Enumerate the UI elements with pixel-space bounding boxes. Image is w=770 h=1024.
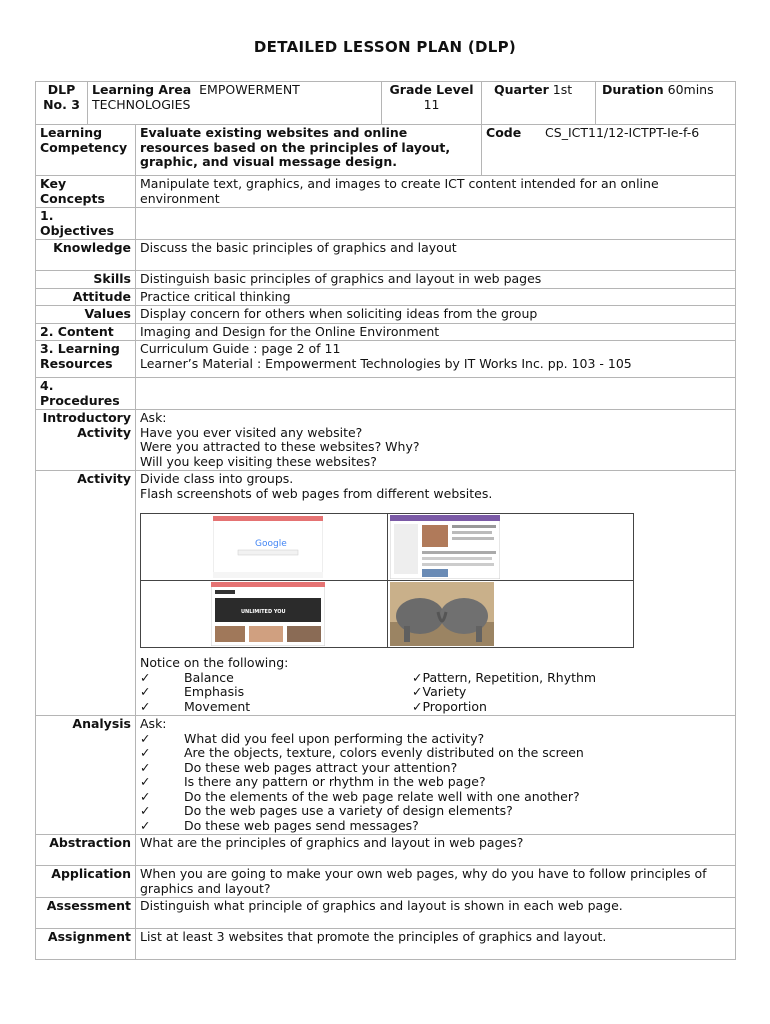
grade-cell <box>382 82 482 125</box>
skills-label: Skills <box>36 271 136 289</box>
procedures-row <box>36 378 736 410</box>
assessment-label: Assessment <box>36 898 136 929</box>
resources-label: 3. Learning Resources <box>36 341 136 378</box>
application-row <box>36 866 736 898</box>
screenshot-gallery <box>140 513 634 648</box>
values-label: Values <box>36 306 136 324</box>
check-icon: ✓ <box>140 669 151 685</box>
analysis-row <box>36 716 736 835</box>
banner-text: UNLIMITED YOU <box>241 609 286 615</box>
assignment-label: Assignment <box>36 929 136 960</box>
intro-line: Were you attracted to these websites? Why? <box>140 439 420 454</box>
grade-label: Grade Level <box>389 82 474 97</box>
analysis-item <box>140 804 731 819</box>
analysis-text: Are the objects, texture, colors evenly distributed on the screen <box>184 745 584 760</box>
resources-row <box>36 341 736 378</box>
analysis-item <box>140 732 731 747</box>
notice-item: Proportion <box>422 698 487 714</box>
page-title: DETAILED LESSON PLAN (DLP) <box>253 38 517 56</box>
grade-value: 11 <box>423 96 440 112</box>
key-concepts-text: Manipulate text, graphics, and images to create ICT content intended for an online environment <box>136 176 736 208</box>
notice-title: Notice on the following: <box>140 655 289 670</box>
header-row <box>36 82 736 125</box>
analysis-text: Do the web pages use a variety of design elements? <box>184 803 513 818</box>
analysis-text: Do these web pages attract your attention? <box>184 759 458 775</box>
activity-line: Flash screenshots of web pages from different websites. <box>140 485 493 501</box>
check-icon: ✓ <box>140 788 151 804</box>
elephants-image <box>390 582 494 646</box>
code-cell <box>482 125 736 176</box>
analysis-label: Analysis <box>36 716 136 835</box>
quarter-label: Quarter <box>494 82 549 97</box>
abstraction-row <box>36 835 736 866</box>
check-icon: ✓ <box>140 759 151 775</box>
quarter-value: 1st <box>552 82 573 97</box>
check-icon: ✓ <box>140 817 151 833</box>
code-label: Code <box>486 125 522 140</box>
check-icon: ✓ <box>140 698 151 714</box>
key-concepts-row <box>36 176 736 208</box>
check-icon: ✓ <box>140 730 151 746</box>
google-logo: Google <box>255 539 287 549</box>
objectives-label: 1. Objectives <box>36 208 136 240</box>
key-concepts-label: Key Concepts <box>36 176 136 208</box>
assignment-row <box>36 929 736 960</box>
competency-row <box>36 125 736 176</box>
intro-line: Have you ever visited any website? <box>140 424 363 440</box>
content-text: Imaging and Design for the Online Environment <box>136 323 736 341</box>
abstraction-text: What are the principles of graphics and layout in web pages? <box>136 835 736 866</box>
duration-label: Duration <box>602 82 664 97</box>
intro-cell <box>136 410 736 471</box>
objectives-row <box>36 208 736 240</box>
assessment-row <box>36 898 736 929</box>
check-icon: ✓ <box>140 684 151 699</box>
analysis-ask: Ask: <box>140 716 167 731</box>
resources-line-2: Learner’s Material : Empowerment Technologies by IT Works Inc. pp. 103 - 105 <box>140 355 632 371</box>
procedures-label: 4. Procedures <box>36 378 136 410</box>
activity-cell <box>136 471 736 716</box>
activity-label: Activity <box>36 471 136 716</box>
check-icon: ✓ <box>412 669 423 685</box>
analysis-text: Do the elements of the web page relate well with one another? <box>184 788 580 804</box>
duration-cell <box>596 82 736 125</box>
content-row <box>36 323 736 341</box>
values-text: Display concern for others when soliciting ideas from the group <box>136 306 736 324</box>
notice-row <box>140 685 731 700</box>
resources-line-1: Curriculum Guide : page 2 of 11 <box>140 341 341 356</box>
learning-area-label: Learning Area <box>92 82 192 97</box>
news-page-image <box>390 515 500 579</box>
analysis-item <box>140 761 731 776</box>
quarter-cell <box>482 82 596 125</box>
check-icon: ✓ <box>140 803 151 818</box>
check-icon: ✓ <box>412 698 423 714</box>
analysis-item <box>140 819 731 834</box>
content-label: 2. Content <box>36 323 136 341</box>
abstraction-label: Abstraction <box>36 835 136 866</box>
screenshot-nike <box>141 581 388 648</box>
check-icon: ✓ <box>412 684 423 699</box>
intro-label: Introductory Activity <box>36 410 136 471</box>
notice-item: Movement <box>184 698 251 714</box>
competency-text: Evaluate existing websites and online resources based on the principles of layout, graphic, and visual message design. <box>136 125 482 176</box>
knowledge-label: Knowledge <box>36 240 136 271</box>
dlp-no-cell <box>36 82 88 125</box>
analysis-text: Do these web pages send messages? <box>184 817 419 833</box>
dlp-no: DLP No. 3 <box>43 82 80 112</box>
notice-item: Pattern, Repetition, Rhythm <box>422 669 597 685</box>
intro-row <box>36 410 736 471</box>
knowledge-row <box>36 240 736 271</box>
application-text: When you are going to make your own web pages, why do you have to follow principles of graphics and layout? <box>136 866 736 898</box>
screenshot-elephants <box>387 581 634 648</box>
analysis-cell <box>136 716 736 835</box>
knowledge-text: Discuss the basic principles of graphics and layout <box>136 240 736 271</box>
notice-item: Emphasis <box>184 684 245 699</box>
attitude-label: Attitude <box>36 288 136 306</box>
attitude-text: Practice critical thinking <box>136 288 736 306</box>
notice-item: Variety <box>422 684 467 699</box>
activity-row <box>36 471 736 716</box>
notice-row <box>140 671 731 686</box>
check-icon: ✓ <box>140 774 151 789</box>
notice-item: Balance <box>184 669 234 685</box>
resources-cell <box>136 341 736 378</box>
assessment-text: Distinguish what principle of graphics and layout is shown in each web page. <box>136 898 736 929</box>
intro-line: Ask: <box>140 410 167 425</box>
screenshot-google <box>141 514 388 581</box>
assignment-text: List at least 3 websites that promote the principles of graphics and layout. <box>136 929 736 960</box>
learning-area-cell <box>88 82 382 125</box>
lesson-plan-table <box>35 81 736 960</box>
analysis-item <box>140 790 731 805</box>
intro-line: Will you keep visiting these websites? <box>140 453 377 469</box>
analysis-item <box>140 746 731 761</box>
analysis-text: Is there any pattern or rhythm in the web page? <box>184 774 486 789</box>
competency-label: Learning Competency <box>36 125 136 176</box>
values-row <box>36 306 736 324</box>
attitude-row <box>36 288 736 306</box>
check-icon: ✓ <box>140 745 151 760</box>
skills-text: Distinguish basic principles of graphics and layout in web pages <box>136 271 736 289</box>
analysis-item <box>140 775 731 790</box>
duration-value: 60mins <box>667 82 714 97</box>
activity-line: Divide class into groups. <box>140 471 294 486</box>
learning-area-value: EMPOWERMENT TECHNOLOGIES <box>92 82 300 112</box>
skills-row <box>36 271 736 289</box>
google-page-image <box>213 516 323 578</box>
notice-row <box>140 700 731 715</box>
sports-page-image <box>211 582 325 646</box>
code-value: CS_ICT11/12-ICTPT-Ie-f-6 <box>545 125 700 140</box>
screenshot-yahoo <box>387 514 634 581</box>
application-label: Application <box>36 866 136 898</box>
analysis-text: What did you feel upon performing the activity? <box>184 730 485 746</box>
